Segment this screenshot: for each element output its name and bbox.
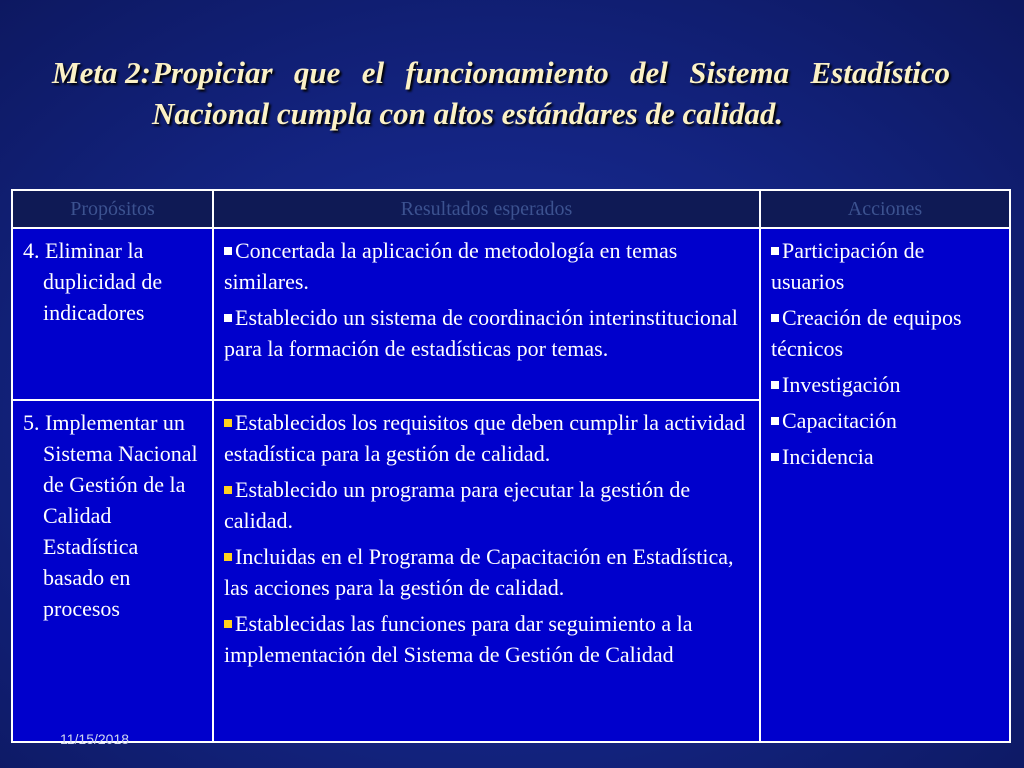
square-bullet-icon (224, 553, 232, 561)
purpose-cell (12, 400, 213, 742)
purpose-text: 4. Eliminar la duplicidad de indicadores (23, 238, 163, 325)
result-item (224, 235, 751, 297)
result-text: Establecido un programa para ejecutar la gestión de calidad. (224, 477, 691, 533)
header-actions: Acciones (760, 190, 1010, 228)
square-bullet-icon (224, 314, 232, 322)
results-cell (213, 400, 760, 742)
result-item (224, 302, 751, 364)
result-item (224, 608, 751, 670)
goals-table (11, 189, 1011, 743)
actions-cell (760, 228, 1010, 742)
square-bullet-icon (224, 486, 232, 494)
action-item (771, 405, 1001, 436)
result-text: Establecidos los requisitos que deben cumplir la actividad estadística para la gestión de calidad. (224, 410, 746, 466)
result-text: Incluidas en el Programa de Capacitación en Estadística, las acciones para la gestión de calidad. (224, 544, 734, 600)
results-cell (213, 228, 760, 400)
action-text: Creación de equipos técnicos (771, 305, 962, 361)
action-item (771, 369, 1001, 400)
slide-title (52, 52, 950, 134)
square-bullet-icon (771, 381, 779, 389)
result-item (224, 407, 751, 469)
action-item (771, 441, 1001, 472)
result-item (224, 474, 751, 536)
result-text: Establecidas las funciones para dar seguimiento a la implementación del Sistema de Gestión de Calidad (224, 611, 693, 667)
table-row (12, 228, 1010, 400)
action-item (771, 235, 1001, 297)
square-bullet-icon (224, 247, 232, 255)
header-row (12, 190, 1010, 228)
purpose-text: 5. Implementar un Sistema Nacional de Gestión de la Calidad Estadística basado en procesos (23, 410, 198, 621)
purpose-cell (12, 228, 213, 400)
action-item (771, 302, 1001, 364)
title-label: Meta 2: (52, 55, 152, 90)
header-purposes: Propósitos (12, 190, 213, 228)
action-text: Incidencia (782, 444, 874, 469)
title-text: Propiciar que el funcionamiento del Sistema Estadístico Nacional cumpla con altos estándares de calidad. (152, 55, 950, 131)
result-item (224, 541, 751, 603)
square-bullet-icon (771, 453, 779, 461)
square-bullet-icon (771, 314, 779, 322)
action-text: Investigación (782, 372, 901, 397)
square-bullet-icon (224, 419, 232, 427)
header-expected-results: Resultados esperados (213, 190, 760, 228)
action-text: Participación de usuarios (771, 238, 925, 294)
action-text: Capacitación (782, 408, 897, 433)
result-text: Concertada la aplicación de metodología en temas similares. (224, 238, 678, 294)
square-bullet-icon (224, 620, 232, 628)
result-text: Establecido un sistema de coordinación interinstitucional para la formación de estadísticas por temas. (224, 305, 738, 361)
square-bullet-icon (771, 417, 779, 425)
square-bullet-icon (771, 247, 779, 255)
slide-date: 11/15/2018 (60, 731, 130, 747)
